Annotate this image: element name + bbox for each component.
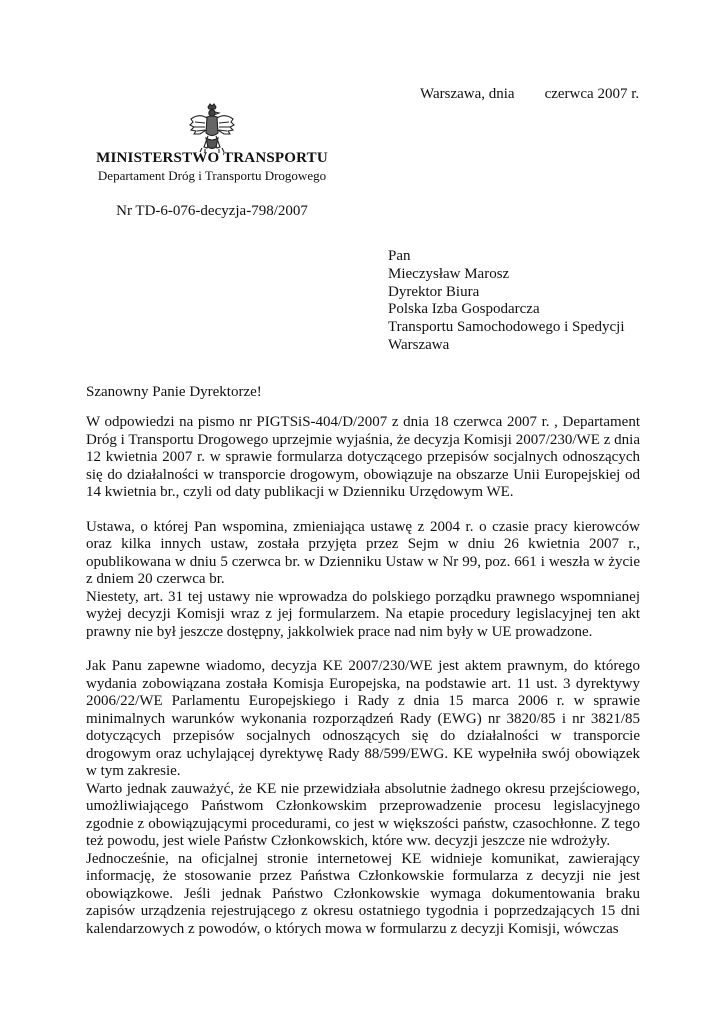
recipient-line: Warszawa <box>388 336 450 353</box>
body-paragraph: Warto jednak zauważyć, że KE nie przewidziała absolutnie żadnego okresu przejściowego, umożliwiającego Państwom Członkowskim przeprowadzenie procesu legislacyjnego zgodnie z obowiązującymi procedurami, co jest w większości państw, czasochłonne. Z tego też powodu, jest wiele Państw Członkowskich, które ww. decyzji jeszcze nie wdrożyły. <box>86 780 640 849</box>
recipient-block <box>388 248 625 355</box>
recipient-line: Transportu Samochodowego i Spedycji <box>388 319 625 336</box>
greeting: Szanowny Panie Dyrektorze! <box>86 384 262 400</box>
body-paragraph: Jak Panu zapewne wiadomo, decyzja KE 2007/230/WE jest aktem prawnym, do którego wydania zobowiązana została Komisja Europejska, na podstawie art. 11 ust. 3 dyrektywy 2006/22/WE Parlamentu Europejskiego i Rady z dnia 15 marca 2006 r. w sprawie minimalnych warunków wykonania rozporządzeń Rady (EWG) nr 3820/85 i nr 3821/85 dotyczących przepisów socjalnych odnoszących się do działalności w transporcie drogowym oraz uchylającej dyrektywę Rady 88/599/EWG. KE wypełniła swój obowiązek w tym zakresie. <box>86 658 640 779</box>
recipient-line: Dyrektor Biura <box>388 283 480 300</box>
recipient-line: Polska Izba Gospodarcza <box>388 301 540 318</box>
department-name: Departament Dróg i Transportu Drogowego <box>97 168 327 183</box>
body-paragraph: Jednocześnie, na oficjalnej stronie internetowej KE widnieje komunikat, zawierający informację, że stosowanie przez Państwa Członkowskie formularza z decyzji nie jest obowiązkowe. Jeśli jednak Państwo Członkowskie wymaga dokumentowania braku zapisów urządzenia rejestrującego z okresu ostatniego tygodnia i poprzedzających 15 dni kalendarzowych z powodów, o których mowa w formularzu z decyzji Komisji, wówczas <box>86 850 640 937</box>
reference-number: Nr TD-6-076-decyzja-798/2007 <box>116 203 308 219</box>
body-paragraph: W odpowiedzi na pismo nr PIGTSiS-404/D/2007 z dnia 18 czerwca 2007 r. , Departament Dróg i Transportu Drogowego uprzejmie wyjaśnia, że decyzja Komisji 2007/230/WE z dnia 12 kwietnia 2007 r. w sprawie formularza dotyczącego przepisów socjalnych odnoszących się do działalności w transporcie drogowym, obowiązuje na obszarze Unii Europejskiej od 14 kwietnia br., czyli od daty publikacji w Dzienniku Urzędowym WE. <box>86 414 640 500</box>
body-paragraph: Niestety, art. 31 tej ustawy nie wprowadza do polskiego porządku prawnego wspomnianej wyżej decyzji Komisji wraz z jej formularzem. Na etapie procedury legislacyjnej ten akt prawny nie był jeszcze dostępny, jakkolwiek prace nad nim były w UE prowadzone. <box>86 588 640 640</box>
letter-body <box>86 414 640 938</box>
eagle-emblem-icon <box>188 103 236 155</box>
recipient-line: Pan <box>388 248 411 264</box>
body-paragraph: Ustawa, o której Pan wspomina, zmieniająca ustawę z 2004 r. o czasie pracy kierowców oraz kilka innych ustaw, została przyjęta przez Sejm w dniu 26 kwietnia 2007 r., opublikowana w dniu 5 czerwca br. w Dzienniku Ustaw w Nr 99, poz. 661 i weszła w życie z dniem 20 czerwca br. <box>86 518 640 587</box>
recipient-line: Mieczysław Marosz <box>388 265 510 282</box>
date-line: Warszawa, dnia czerwca 2007 r. <box>420 86 640 102</box>
ministry-name: MINISTERSTWO TRANSPORTU <box>96 150 328 166</box>
